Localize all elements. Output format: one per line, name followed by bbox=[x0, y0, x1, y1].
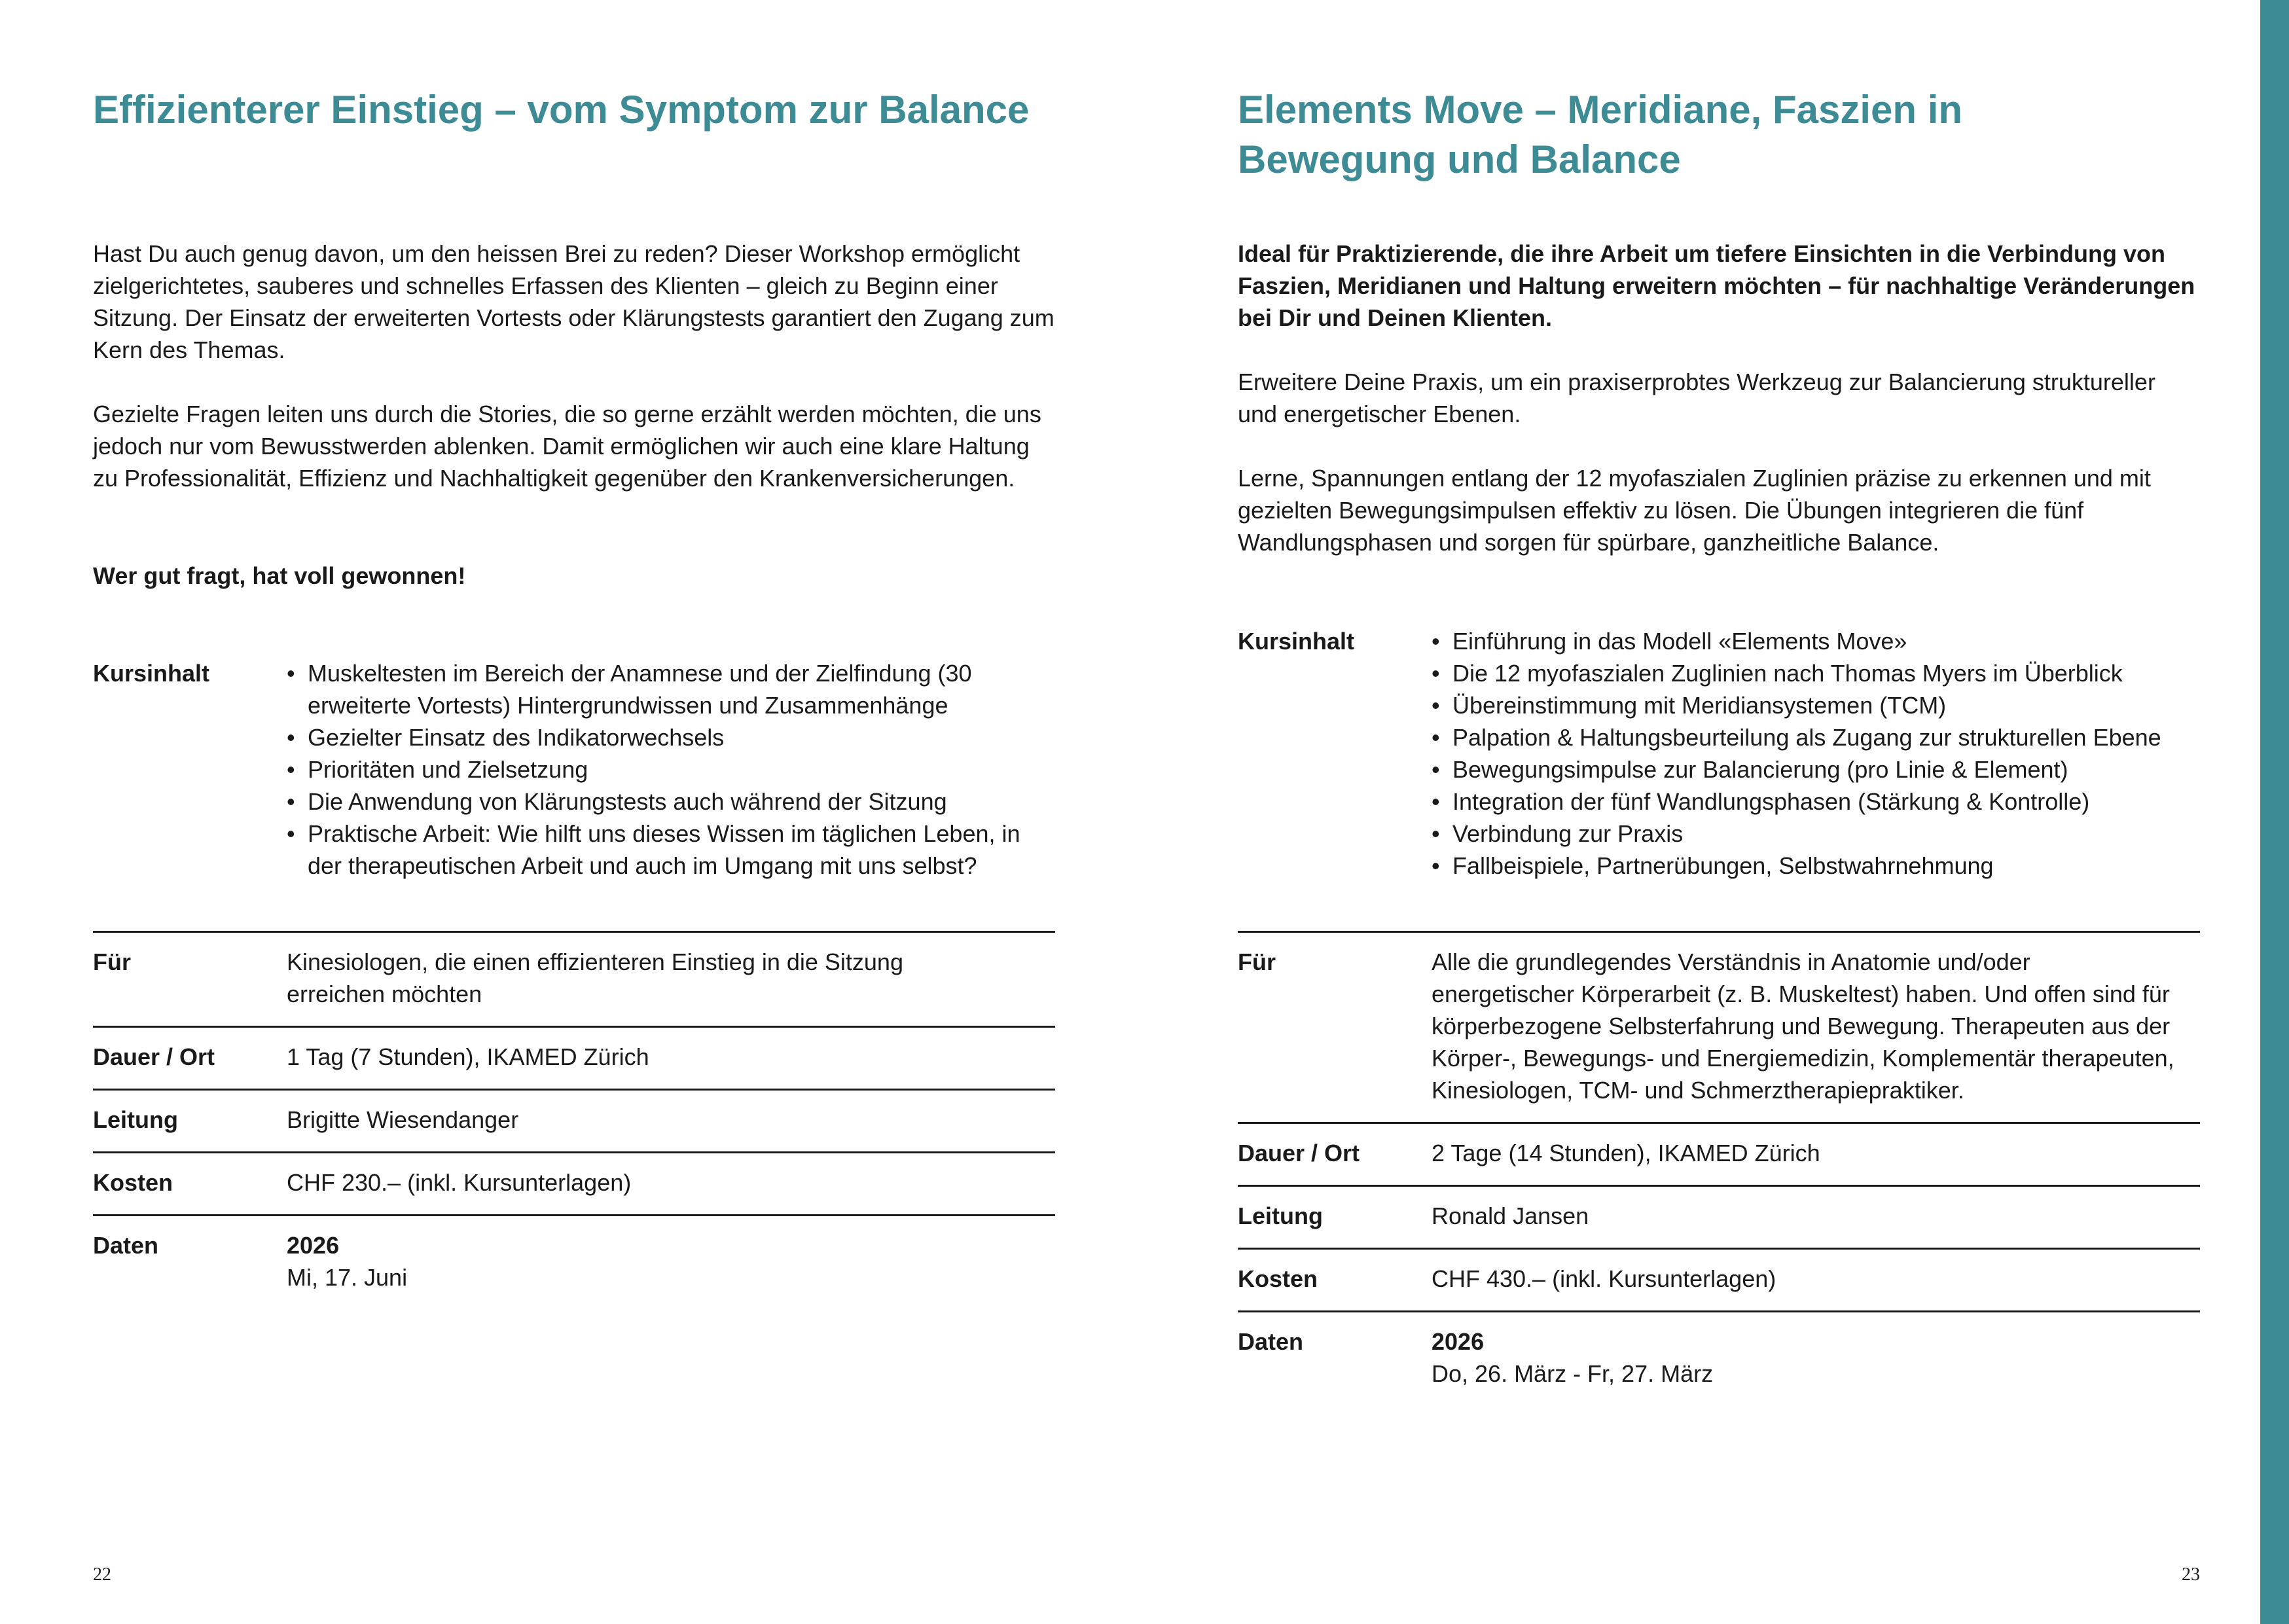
course-content-list bbox=[287, 657, 1059, 882]
list-item: • Gezielter Einsatz des Indikatorwechsels bbox=[287, 721, 1059, 753]
table-row bbox=[93, 931, 1055, 1026]
body-paragraph: Erweitere Deine Praxis, um ein praxiserprobtes Werkzeug zur Balancierung struktureller und energetischer Ebenen. bbox=[1238, 369, 2155, 427]
course-info-table bbox=[1238, 931, 2200, 1405]
list-item: • Palpation & Haltungsbeurteilung als Zugang zur strukturellen Ebene bbox=[1432, 721, 2204, 753]
info-value bbox=[287, 1229, 1053, 1293]
info-value: Alle die grundlegendes Verständnis in Anatomie und/oder energetischer Körperarbeit (z. B. Muskeltest) haben. Und offen sind für körperbezogene Selbsterfahrung und Bewegung. Therapeuten aus der Körper-, Bewegungs- und Energiemedizin, Komplementär therapeuten, Kinesiologen, TCM- und Schmerztherapiepraktiker. bbox=[1432, 948, 2174, 1104]
table-row bbox=[1238, 1248, 2200, 1310]
list-item: • Verbindung zur Praxis bbox=[1432, 818, 2204, 850]
table-row bbox=[93, 1151, 1055, 1214]
table-row bbox=[1238, 1122, 2200, 1185]
info-value: CHF 230.– (inkl. Kursunterlagen) bbox=[287, 1169, 632, 1196]
info-label: Leitung bbox=[1238, 1202, 1323, 1229]
page-title: Effizienterer Einstieg – vom Symptom zur Balance bbox=[93, 88, 1030, 132]
info-label: Kosten bbox=[93, 1169, 173, 1196]
info-label: Dauer / Ort bbox=[1238, 1140, 1360, 1166]
list-item: • Praktische Arbeit: Wie hilft uns dieses Wissen im täglichen Leben, in der therapeutischen Arbeit und auch im Umgang mit uns selbst? bbox=[287, 818, 1059, 882]
list-item: • Die 12 myofaszialen Zuglinien nach Thomas Myers im Überblick bbox=[1432, 657, 2204, 689]
table-row bbox=[1238, 1310, 2200, 1405]
info-label: Daten bbox=[93, 1232, 159, 1259]
info-value bbox=[1432, 1326, 2197, 1390]
list-item: • Fallbeispiele, Partnerübungen, Selbstwahrnehmung bbox=[1432, 850, 2204, 882]
table-row bbox=[93, 1089, 1055, 1151]
list-item: • Übereinstimmung mit Meridiansystemen (TCM) bbox=[1432, 689, 2204, 721]
list-item: • Muskeltesten im Bereich der Anamnese und der Zielfindung (30 erweiterte Vortests) Hintergrundwissen und Zusammenhänge bbox=[287, 657, 1059, 721]
list-item: • Prioritäten und Zielsetzung bbox=[287, 753, 1059, 785]
date-year: 2026 bbox=[1432, 1328, 1485, 1355]
date-value: Mi, 17. Juni bbox=[287, 1264, 408, 1291]
info-value: Brigitte Wiesendanger bbox=[287, 1106, 519, 1133]
accent-edge-bar bbox=[2260, 0, 2289, 1624]
info-label: Kosten bbox=[1238, 1265, 1318, 1292]
list-item: • Die Anwendung von Klärungstests auch während der Sitzung bbox=[287, 785, 1059, 818]
info-value: Ronald Jansen bbox=[1432, 1202, 1589, 1229]
body-paragraph: Gezielte Fragen leiten uns durch die Stories, die so gerne erzählt werden möchten, die uns jedoch nur vom Bewusstwerden ablenken. Damit ermöglichen wir auch eine klare Haltung zu Professionalität, Effizienz und Nachhaltigkeit gegenüber den Krankenversicherungen. bbox=[93, 401, 1041, 492]
date-year: 2026 bbox=[287, 1232, 340, 1259]
list-item: • Integration der fünf Wandlungsphasen (Stärkung & Kontrolle) bbox=[1432, 785, 2204, 818]
table-row bbox=[1238, 1185, 2200, 1248]
info-label: Leitung bbox=[93, 1106, 178, 1133]
course-content-label: Kursinhalt bbox=[93, 660, 210, 687]
page-title: Elements Move – Meridiane, Faszien in Bewegung und Balance bbox=[1238, 88, 1963, 181]
table-row bbox=[93, 1214, 1055, 1309]
list-item: • Einführung in das Modell «Elements Move» bbox=[1432, 625, 2204, 657]
info-value: CHF 430.– (inkl. Kursunterlagen) bbox=[1432, 1265, 1776, 1292]
info-value: Kinesiologen, die einen effizienteren Einstieg in die Sitzung erreichen möchten bbox=[287, 948, 903, 1007]
table-row bbox=[1238, 931, 2200, 1122]
info-value: 2 Tage (14 Stunden), IKAMED Zürich bbox=[1432, 1140, 1820, 1166]
date-value: Do, 26. März - Fr, 27. März bbox=[1432, 1360, 1714, 1387]
info-label: Daten bbox=[1238, 1328, 1304, 1355]
highlight-statement: Wer gut fragt, hat voll gewonnen! bbox=[93, 562, 466, 589]
intro-paragraph: Ideal für Praktizierende, die ihre Arbeit um tiefere Einsichten in die Verbindung von Faszien, Meridianen und Haltung erweitern möchten – für nachhaltige Veränderungen bei Dir und Deinen Klienten. bbox=[1238, 240, 2195, 331]
table-row bbox=[93, 1026, 1055, 1089]
list-item: • Bewegungsimpulse zur Balancierung (pro Linie & Element) bbox=[1432, 753, 2204, 785]
info-label: Für bbox=[1238, 948, 1276, 975]
info-label: Dauer / Ort bbox=[93, 1043, 215, 1070]
info-label: Für bbox=[93, 948, 131, 975]
page-number: 22 bbox=[93, 1564, 111, 1585]
body-paragraph: Lerne, Spannungen entlang der 12 myofaszialen Zuglinien präzise zu erkennen und mit gezielten Bewegungsimpulsen effektiv zu lösen. Die Übungen integrieren die fünf Wandlungsphasen und sorgen für spürbare, ganzheitliche Balance. bbox=[1238, 465, 2151, 556]
page-number: 23 bbox=[2182, 1564, 2200, 1585]
course-content-label: Kursinhalt bbox=[1238, 628, 1355, 655]
course-content-list bbox=[1432, 625, 2204, 882]
info-value: 1 Tag (7 Stunden), IKAMED Zürich bbox=[287, 1043, 649, 1070]
intro-paragraph: Hast Du auch genug davon, um den heissen Brei zu reden? Dieser Workshop ermöglicht zielgerichtetes, sauberes und schnelles Erfassen des Klienten – gleich zu Beginn einer Sitzung. Der Einsatz der erweiterten Vortests oder Klärungstests garantiert den Zugang zum Kern des Themas. bbox=[93, 240, 1054, 363]
course-info-table bbox=[93, 931, 1055, 1309]
